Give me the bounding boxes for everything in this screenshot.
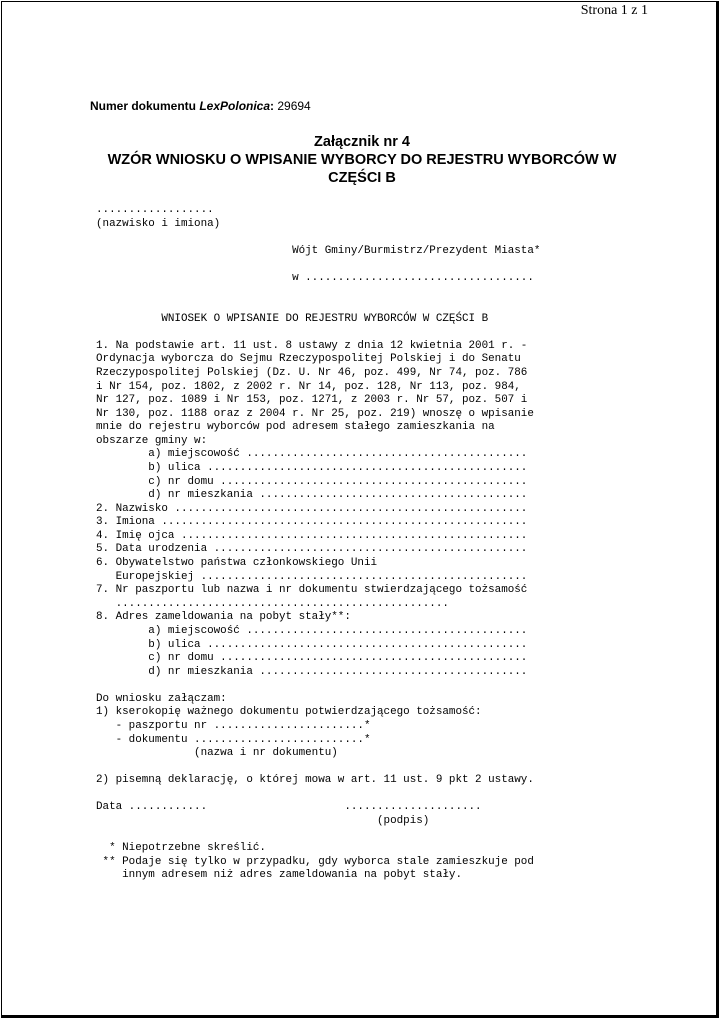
document-number-label: Numer dokumentu — [90, 99, 200, 113]
body-line: 3. Imiona ........................................................ — [96, 516, 528, 529]
document-number-brand: LexPolonica — [199, 99, 271, 113]
annex-title: Załącznik nr 4 — [314, 134, 410, 150]
body-line — [96, 299, 540, 313]
document-number — [90, 99, 311, 113]
body-line: 2. Nazwisko ...................................................... — [96, 502, 528, 515]
body-line — [96, 829, 540, 843]
body-line: ** Podaje się tylko w przypadku, gdy wyborca stale zamieszkuje pod — [96, 855, 534, 868]
body-line: Data ............ ..................... — [96, 801, 482, 814]
body-line: 2) pisemną deklarację, o której mowa w art. 11 ust. 9 pkt 2 ustawy. — [96, 774, 534, 787]
body-line — [96, 761, 540, 775]
body-line: innym adresem niż adres zameldowania na pobyt stały. — [96, 869, 462, 882]
body-line: c) nr domu ............................................... — [96, 652, 528, 665]
body-line: Europejskiej .................................................. — [96, 570, 528, 583]
body-line: d) nr mieszkania ......................................... — [96, 665, 528, 678]
document-number-colon: : — [270, 99, 275, 113]
body-line: mnie do rejestru wyborców pod adresem stałego zamieszkania na — [96, 421, 495, 434]
body-line: Wójt Gminy/Burmistrz/Prezydent Miasta* — [96, 244, 541, 257]
body-line: Ordynacja wyborcza do Sejmu Rzeczypospolitej Polskiej i do Senatu — [96, 353, 521, 366]
body-line: i Nr 154, poz. 1802, z 2002 r. Nr 14, poz. 128, Nr 113, poz. 984, — [96, 380, 521, 393]
body-line — [96, 326, 540, 340]
body-line: - paszportu nr .......................* — [96, 719, 371, 732]
document-body — [96, 204, 540, 883]
body-line — [96, 231, 540, 245]
body-line: 8. Adres zameldowania na pobyt stały**: — [96, 611, 351, 624]
body-line: Do wniosku załączam: — [96, 692, 227, 705]
body-line — [96, 788, 540, 802]
body-line: 1) kserokopię ważnego dokumentu potwierdzającego tożsamość: — [96, 706, 482, 719]
document-number-value: 29694 — [274, 99, 311, 113]
body-line: * Niepotrzebne skreślić. — [96, 842, 266, 855]
body-line: - dokumentu ..........................* — [96, 733, 371, 746]
form-title-line-2: CZĘŚCI B — [328, 170, 396, 186]
form-title-line-1: WZÓR WNIOSKU O WPISANIE WYBORCY DO REJESTRU WYBORCÓW W — [107, 152, 617, 168]
body-line — [96, 285, 540, 299]
body-line: 4. Imię ojca ..................................................... — [96, 529, 528, 542]
body-line: (nazwa i nr dokumentu) — [96, 747, 338, 760]
body-line: 1. Na podstawie art. 11 ust. 8 ustawy z dnia 12 kwietnia 2001 r. - — [96, 339, 528, 352]
body-line: Rzeczypospolitej Polskiej (Dz. U. Nr 46, poz. 499, Nr 74, poz. 786 — [96, 366, 528, 379]
body-line: a) miejscowość ........................................... — [96, 448, 528, 461]
body-line: d) nr mieszkania ......................................... — [96, 489, 528, 502]
body-line: (nazwisko i imiona) — [96, 217, 221, 230]
page-number: Strona 1 z 1 — [580, 3, 648, 18]
body-line: ................................................... — [96, 597, 449, 610]
body-line: Nr 127, poz. 1089 i Nr 153, poz. 1271, z 2003 r. Nr 57, poz. 507 i — [96, 394, 528, 407]
body-line: c) nr domu ............................................... — [96, 475, 528, 488]
body-line: WNIOSEK O WPISANIE DO REJESTRU WYBORCÓW W CZĘŚCI B — [96, 312, 489, 325]
body-line: w ................................... — [96, 271, 534, 284]
body-line: 5. Data urodzenia ................................................ — [96, 543, 528, 556]
body-line: (podpis) — [96, 815, 430, 828]
body-line — [96, 258, 540, 272]
body-line: Nr 130, poz. 1188 oraz z 2004 r. Nr 25, poz. 219) wnoszę o wpisanie — [96, 407, 534, 420]
body-line: obszarze gminy w: — [96, 434, 208, 447]
body-line: b) ulica ................................................. — [96, 461, 528, 474]
body-line: .................. — [96, 204, 214, 216]
body-line: 7. Nr paszportu lub nazwa i nr dokumentu stwierdzającego tożsamość — [96, 584, 528, 597]
body-line: 6. Obywatelstwo państwa członkowskiego Unii — [96, 557, 378, 570]
body-line: a) miejscowość ........................................... — [96, 624, 528, 637]
body-line: b) ulica ................................................. — [96, 638, 528, 651]
body-line — [96, 679, 540, 693]
